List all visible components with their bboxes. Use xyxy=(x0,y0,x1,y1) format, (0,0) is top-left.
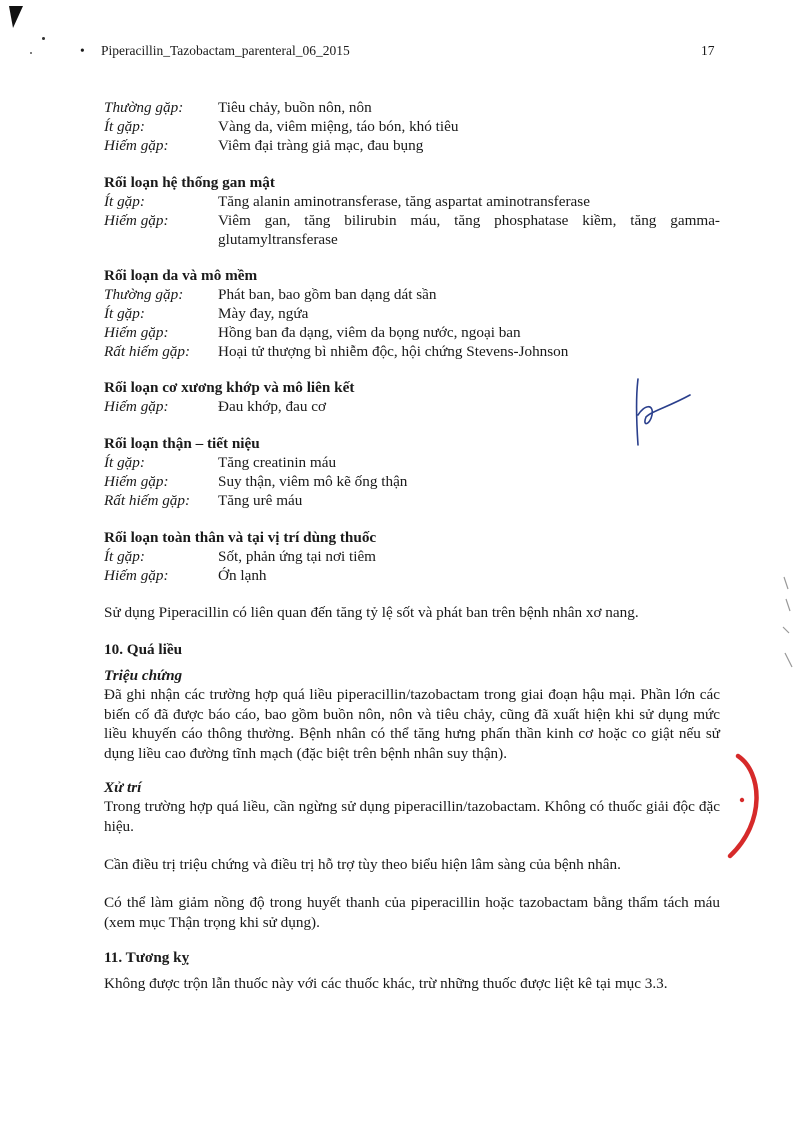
hemodialysis-paragraph: Có thể làm giảm nồng độ trong huyết thanh của piperacillin hoặc tazobactam bằng thẩm tách máu (xem mục Thận trọng khi sử dụng). xyxy=(104,894,720,931)
subheading-management: Xử trí xyxy=(104,779,142,796)
incompatibilities-paragraph: Không được trộn lẫn thuốc này với các thuốc khác, trừ những thuốc được liệt kê tại mục 3.3. xyxy=(104,975,668,992)
effect-text: Đau khớp, đau cơ xyxy=(218,398,327,415)
frequency-label: Hiếm gặp: xyxy=(104,324,169,341)
scan-edge-mark xyxy=(780,575,796,675)
signature-mark xyxy=(624,375,696,460)
effect-text: Sốt, phản ứng tại nơi tiêm xyxy=(218,548,377,565)
supportive-care-paragraph: Cần điều trị triệu chứng và điều trị hỗ trợ tùy theo biểu hiện lâm sàng của bệnh nhân. xyxy=(104,856,621,873)
frequency-label: Rất hiếm gặp: xyxy=(104,343,191,360)
frequency-label: Hiếm gặp: xyxy=(104,398,169,415)
section-heading-incompatibilities: 11. Tương kỵ xyxy=(104,949,190,966)
page-number: 17 xyxy=(701,43,715,58)
scan-dot xyxy=(42,37,45,40)
effect-text: Viêm gan, tăng bilirubin máu, tăng phosphatase kiềm, tăng gamma-glutamyltransferase xyxy=(218,212,720,248)
page-header xyxy=(0,43,799,63)
symptoms-paragraph: Đã ghi nhận các trường hợp quá liều piperacillin/tazobactam trong giai đoạn hậu mại. Phần lớn các biến cố đã được báo cáo, bao gồm buồn nôn, nôn và tiêu chảy, cũng đã xuất hiện khi sử dụng mức liều khuyến cáo thông thường. Bệnh nhân có thể tăng hưng phấn thần kinh cơ hoặc co giật nếu sử dụng liều cao đường tĩnh mạch (đặc biệt trên bệnh nhân suy thận). xyxy=(104,686,720,762)
stamp-mark xyxy=(718,752,799,867)
effect-text: Hồng ban đa dạng, viêm da bọng nước, ngoại ban xyxy=(218,324,521,341)
effect-text: Ớn lạnh xyxy=(218,567,267,584)
effect-text: Suy thận, viêm mô kẽ ống thận xyxy=(218,473,408,490)
section-heading-musculoskeletal: Rối loạn cơ xương khớp và mô liên kết xyxy=(104,379,355,396)
frequency-label: Hiếm gặp: xyxy=(104,137,169,154)
section-heading-hepatobiliary: Rối loạn hệ thống gan mật xyxy=(104,174,275,191)
scan-corner-mark xyxy=(9,6,23,33)
effect-text: Mày đay, ngứa xyxy=(218,305,309,322)
frequency-label: Thường gặp: xyxy=(104,99,184,116)
effect-text: Phát ban, bao gồm ban dạng dát sần xyxy=(218,286,437,303)
frequency-label: Rất hiếm gặp: xyxy=(104,492,191,509)
section-heading-skin: Rối loạn da và mô mềm xyxy=(104,267,258,284)
frequency-label: Hiếm gặp: xyxy=(104,212,169,229)
frequency-label: Ít gặp: xyxy=(104,454,145,471)
frequency-label: Hiếm gặp: xyxy=(104,567,169,584)
effect-text: Tăng creatinin máu xyxy=(218,454,337,471)
cystic-fibrosis-note: Sử dụng Piperacillin có liên quan đến tăng tỷ lệ sốt và phát ban trên bệnh nhân xơ nang. xyxy=(104,604,639,621)
frequency-label: Ít gặp: xyxy=(104,305,145,322)
section-heading-general: Rối loạn toàn thân và tại vị trí dùng thuốc xyxy=(104,529,377,546)
frequency-label: Ít gặp: xyxy=(104,118,145,135)
effect-text: Tiêu chảy, buồn nôn, nôn xyxy=(218,99,372,116)
frequency-label: Hiếm gặp: xyxy=(104,473,169,490)
effect-text: Hoại tử thượng bì nhiễm độc, hội chứng Stevens-Johnson xyxy=(218,343,569,360)
effect-text: Tăng urê máu xyxy=(218,492,303,509)
effect-text: Vàng da, viêm miệng, táo bón, khó tiêu xyxy=(218,118,459,135)
effect-text: Tăng alanin aminotransferase, tăng aspartat aminotransferase xyxy=(218,193,590,210)
frequency-label: Ít gặp: xyxy=(104,548,145,565)
management-paragraph: Trong trường hợp quá liều, cần ngừng sử dụng piperacillin/tazobactam. Không có thuốc giải độc đặc hiệu. xyxy=(104,798,720,835)
effect-text: Viêm đại tràng giả mạc, đau bụng xyxy=(218,137,424,154)
header-bullet: • xyxy=(80,43,85,58)
document-name: Piperacillin_Tazobactam_parenteral_06_2015 xyxy=(101,43,350,58)
subheading-symptoms: Triệu chứng xyxy=(104,667,183,684)
section-heading-overdose: 10. Quá liều xyxy=(104,641,183,658)
frequency-label: Thường gặp: xyxy=(104,286,184,303)
section-heading-renal: Rối loạn thận – tiết niệu xyxy=(104,435,260,452)
frequency-label: Ít gặp: xyxy=(104,193,145,210)
